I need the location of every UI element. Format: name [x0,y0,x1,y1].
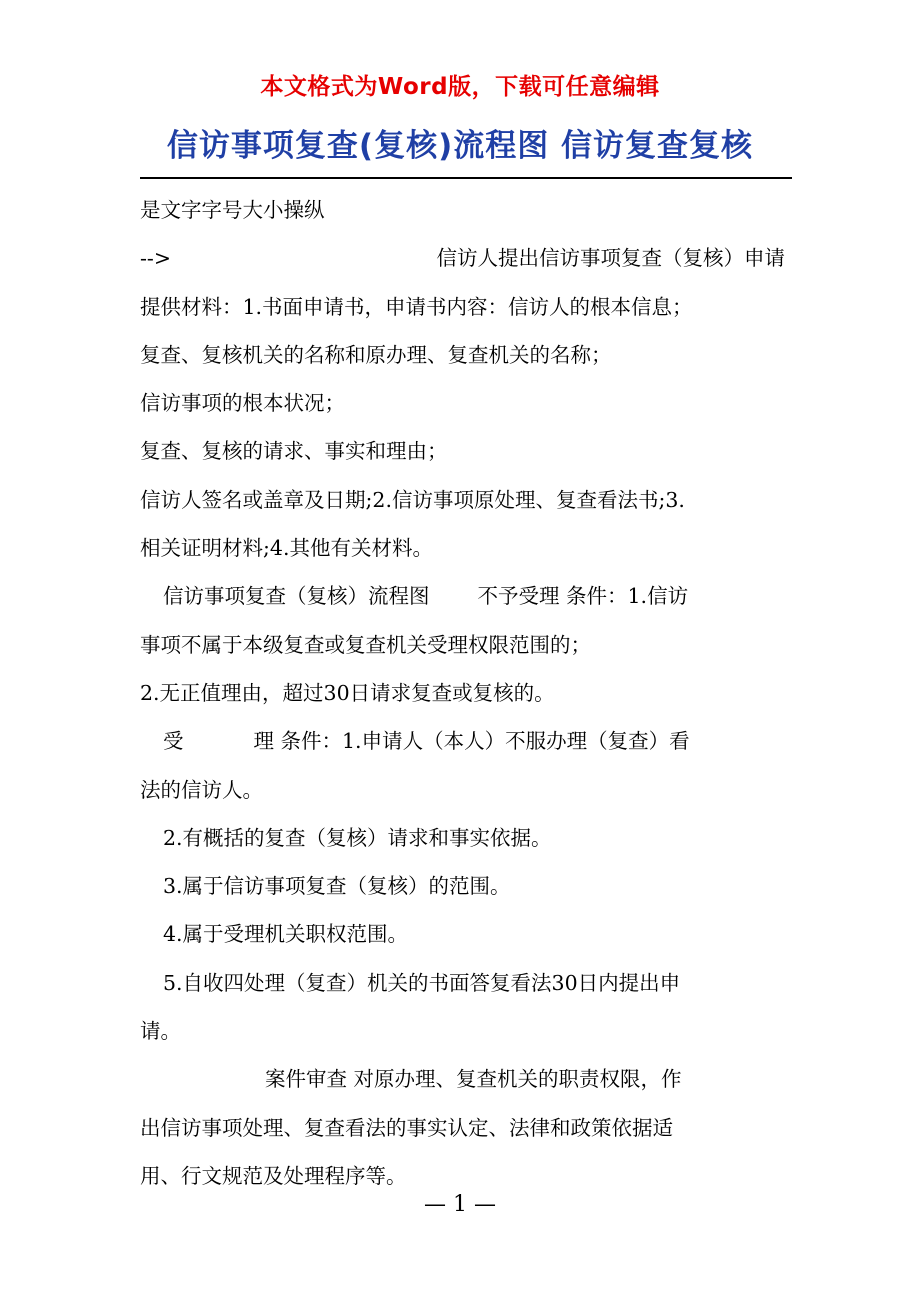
paragraph-line: 是文字字号大小操纵 [140,198,325,222]
paragraph-line: 5.自收四处理（复查）机关的书面答复看法30日内提出申 [163,970,681,995]
paragraph-line [140,234,785,282]
paragraph-line: 请。 [140,1019,181,1044]
document-body [140,186,785,1200]
paragraph-line: 4.属于受理机关职权范围。 [163,922,409,947]
paragraph-line: 2.无正值理由，超过30日请求复查或复核的。 [140,680,555,705]
paragraph-line: 用、行文规范及处理程序等。 [140,1163,407,1188]
paragraph-line: 复查、复核的请求、事实和理由； [140,439,448,464]
paragraph-line: 复查、复核机关的名称和原办理、复查机关的名称； [140,342,612,367]
line-text: 不予受理 条件：1.信访 [477,584,689,609]
paragraph-line: 法的信访人。 [140,777,263,802]
paragraph-line: 信访人签名或盖章及日期;2.信访事项原处理、复查看法书;3. [140,487,685,512]
line-text: 受 [163,729,184,754]
page-number: — 1 — [424,1192,496,1217]
paragraph-line: 信访事项的根本状况； [140,391,345,416]
paragraph-line [140,572,785,620]
paragraph-line: 案件审查 对原办理、复查机关的职责权限，作 [265,1067,682,1092]
arrow-text: --> [140,246,172,271]
paragraph-line [140,717,785,765]
paragraph-line: 相关证明材料;4.其他有关材料。 [140,536,433,561]
paragraph-line: 出信访事项处理、复查看法的事实认定、法律和政策依据适 [140,1115,673,1140]
line-text: 信访事项复查（复核）流程图 [163,584,430,609]
paragraph-line: 事项不属于本级复查或复查机关受理权限范围的； [140,632,591,657]
line-text: 信访人提出信访事项复查（复核）申请 [436,246,785,271]
title-divider [140,177,792,179]
document-title: 信访事项复查(复核)流程图 信访复查复核 [166,128,754,164]
line-text: 理 条件：1.申请人（本人）不服办理（复查）看 [253,729,690,754]
paragraph-line: 3.属于信访事项复查（复核）的范围。 [163,874,511,899]
paragraph-line: 提供材料：1.书面申请书，申请书内容：信访人的根本信息； [140,294,693,319]
download-notice: 本文格式为Word版，下载可任意编辑 [260,74,660,100]
paragraph-line: 2.有概括的复查（复核）请求和事实依据。 [163,825,552,850]
